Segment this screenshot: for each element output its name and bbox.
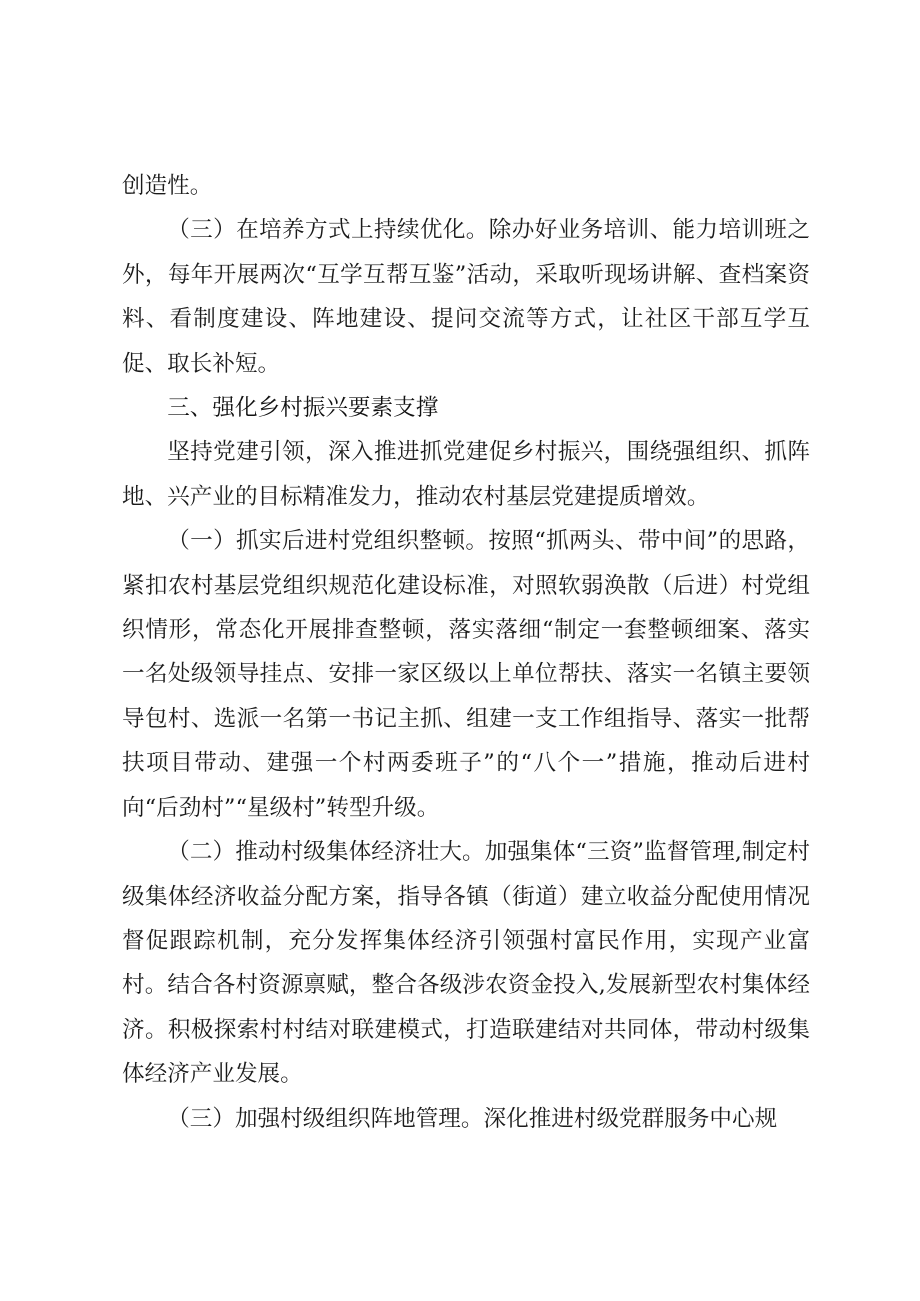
paragraph-training-method: （三）在培养方式上持续优化。除办好业务培训、能力培训班之外，每年开展两次“互学互帮互鉴”活动，采取听现场讲解、查档案资料、看制度建设、阵地建设、提问交流等方式，让社区干部互学互促、取长补短。 <box>122 217 810 377</box>
paragraph-position-management: （三）加强村级组织阵地管理。深化推进村级党群服务中心规 <box>167 1105 778 1132</box>
section-heading: 三、强化乡村振兴要素支撑 <box>167 395 439 422</box>
paragraph-continuation: 创造性。 <box>122 173 213 199</box>
document-body <box>122 164 810 1141</box>
paragraph-section-intro: 坚持党建引领，深入推进抓党建促乡村振兴，围绕强组织、抓阵地、兴产业的目标精准发力，推动农村基层党建提质增效。 <box>122 439 810 510</box>
paragraph-collective-economy: （二）推动村级集体经济壮大。加强集体“三资”监督管理,制定村级集体经济收益分配方案，指导各镇（街道）建立收益分配使用情况督促跟踪机制，充分发挥集体经济引领强村富民作用，实现产业富村。结合各村资源禀赋，整合各级涉农资金投入,发展新型农村集体经济。积极探索村村结对联建模式，打造联建结对共同体，带动村级集体经济产业发展。 <box>122 839 810 1088</box>
paragraph-village-rectification: （一）抓实后进村党组织整顿。按照“抓两头、带中间”的思路，紧扣农村基层党组织规范化建设标准，对照软弱涣散（后进）村党组织情形，常态化开展排查整顿，落实落细“制定一套整顿细案、落实一名处级领导挂点、安排一家区级以上单位帮扶、落实一名镇主要领导包村、选派一名第一书记主抓、组建一支工作组指导、落实一批帮扶项目带动、建强一个村两委班子”的“八个一”措施，推动后进村向“后劲村”“星级村”转型升级。 <box>122 528 810 821</box>
